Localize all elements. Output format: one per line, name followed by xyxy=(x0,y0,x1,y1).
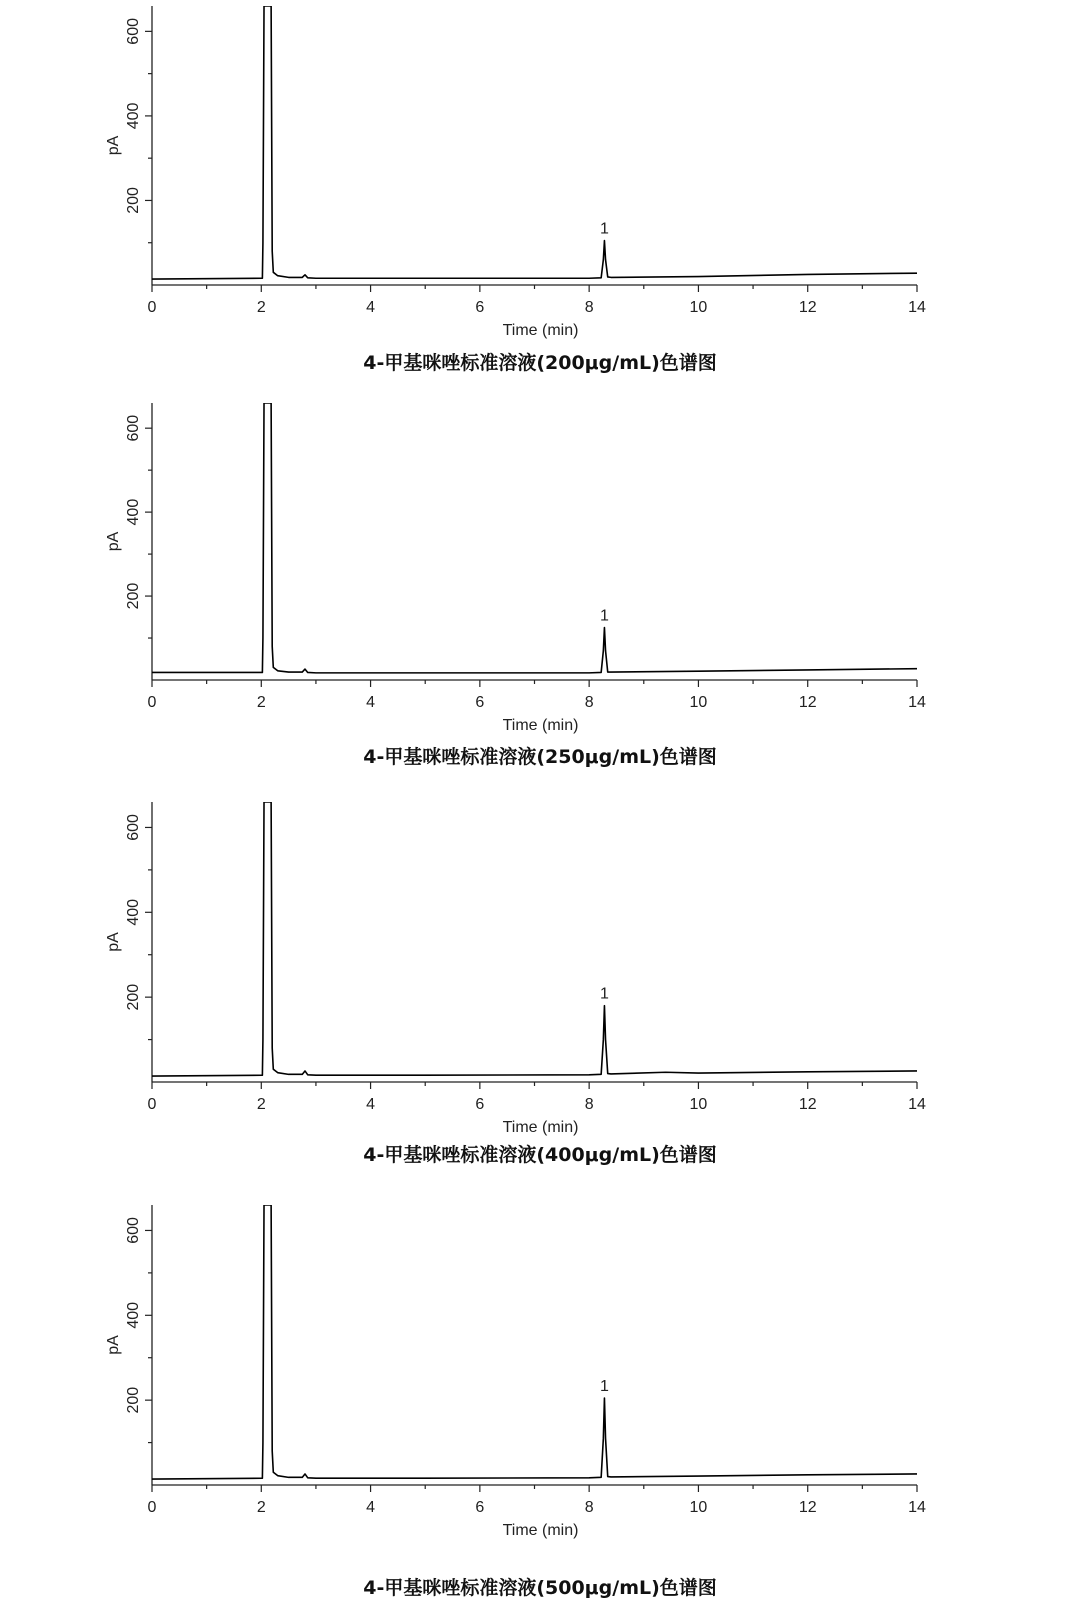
x-tick-label: 14 xyxy=(908,694,926,711)
x-tick-label: 14 xyxy=(908,1499,926,1516)
y-tick-label: 200 xyxy=(125,582,142,610)
x-axis-title: Time (min) xyxy=(502,322,579,339)
x-tick-label: 0 xyxy=(147,1499,157,1516)
chromatogram-trace xyxy=(152,1205,917,1479)
x-tick-label: 0 xyxy=(147,694,157,711)
y-tick-label: 200 xyxy=(125,187,142,214)
x-tick-label: 14 xyxy=(908,299,926,316)
y-tick-label: 400 xyxy=(125,1301,142,1329)
y-tick-label: 600 xyxy=(125,414,142,442)
chromatogram-panel-250 xyxy=(0,395,1080,800)
x-axis-title: Time (min) xyxy=(502,717,579,734)
x-tick-label: 4 xyxy=(366,694,376,711)
chart-caption: 4-甲基咪唑标准溶液(500μg/mL)色谱图 xyxy=(363,1577,717,1599)
x-tick-label: 6 xyxy=(475,1499,485,1516)
chart-caption: 4-甲基咪唑标准溶液(400μg/mL)色谱图 xyxy=(363,1144,717,1166)
chart-caption: 4-甲基咪唑标准溶液(250μg/mL)色谱图 xyxy=(363,746,717,768)
y-tick-label: 600 xyxy=(125,1217,142,1244)
x-tick-label: 12 xyxy=(798,1499,817,1516)
peak-label: 1 xyxy=(599,985,609,1003)
y-tick-label: 200 xyxy=(125,983,142,1011)
chromatogram-panel-200 xyxy=(0,0,1080,395)
chart-caption: 4-甲基咪唑标准溶液(200μg/mL)色谱图 xyxy=(363,352,717,374)
y-tick-label: 400 xyxy=(125,498,142,526)
chromatogram-trace xyxy=(152,403,917,673)
x-tick-label: 10 xyxy=(689,1096,708,1113)
x-tick-label: 8 xyxy=(584,694,594,711)
y-tick-label: 600 xyxy=(125,18,142,45)
chromatogram-panel-500 xyxy=(0,1205,1080,1615)
x-axis-title: Time (min) xyxy=(502,1119,579,1136)
peak-label: 1 xyxy=(599,1378,609,1396)
x-tick-label: 2 xyxy=(256,299,266,316)
y-axis-title: pA xyxy=(105,1335,122,1355)
chromatogram-plot xyxy=(0,1205,1080,1550)
x-tick-label: 6 xyxy=(475,694,485,711)
y-axis-title: pA xyxy=(105,135,122,156)
x-tick-label: 12 xyxy=(798,299,817,316)
y-tick-label: 400 xyxy=(125,102,142,130)
x-tick-label: 8 xyxy=(584,299,594,316)
x-tick-label: 12 xyxy=(798,694,817,711)
x-tick-label: 8 xyxy=(584,1499,594,1516)
x-tick-label: 0 xyxy=(147,1096,157,1113)
x-tick-label: 4 xyxy=(366,1096,376,1113)
chromatogram-plot xyxy=(0,395,1080,740)
y-tick-label: 400 xyxy=(125,898,142,926)
x-tick-label: 10 xyxy=(689,1499,708,1516)
x-tick-label: 2 xyxy=(256,1096,266,1113)
x-tick-label: 8 xyxy=(584,1096,594,1113)
x-tick-label: 4 xyxy=(366,299,376,316)
x-tick-label: 2 xyxy=(256,694,266,711)
x-tick-label: 12 xyxy=(798,1096,817,1113)
chromatogram-plot xyxy=(0,0,1080,345)
peak-label: 1 xyxy=(599,607,609,625)
y-tick-label: 200 xyxy=(125,1386,142,1414)
chromatogram-trace xyxy=(152,6,917,279)
x-tick-label: 10 xyxy=(689,694,708,711)
x-tick-label: 6 xyxy=(475,1096,485,1113)
y-tick-label: 600 xyxy=(125,814,142,841)
peak-label: 1 xyxy=(599,220,609,238)
x-tick-label: 4 xyxy=(366,1499,376,1516)
chromatogram-panel-400 xyxy=(0,800,1080,1205)
y-axis-title: pA xyxy=(105,932,122,952)
x-tick-label: 0 xyxy=(147,299,157,316)
y-axis-title: pA xyxy=(105,531,122,552)
x-tick-label: 2 xyxy=(256,1499,266,1516)
chromatogram-plot xyxy=(0,800,1080,1145)
x-tick-label: 6 xyxy=(475,299,485,316)
x-axis-title: Time (min) xyxy=(502,1522,579,1539)
x-tick-label: 14 xyxy=(908,1096,926,1113)
chromatogram-trace xyxy=(152,802,917,1076)
x-tick-label: 10 xyxy=(689,299,708,316)
